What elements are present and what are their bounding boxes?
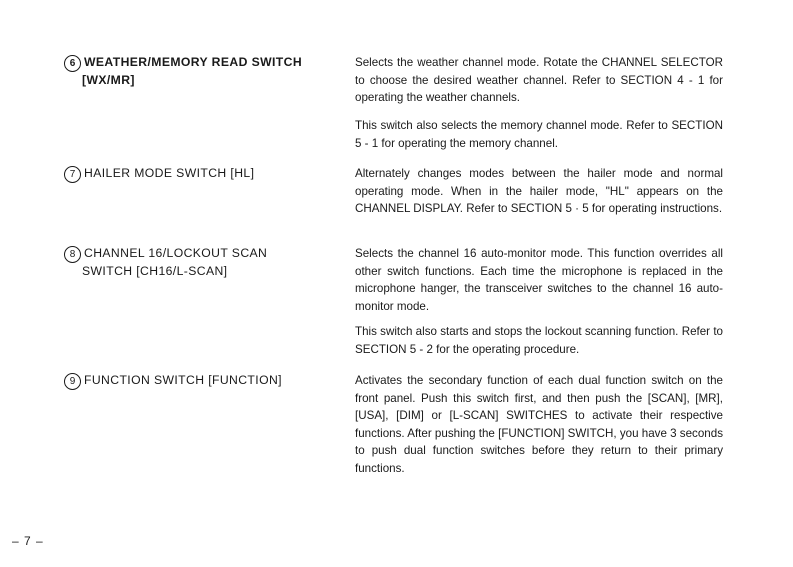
- entry-title-line2: SWITCH [CH16/L-SCAN]: [82, 264, 228, 278]
- page-number: – 7 –: [12, 534, 44, 548]
- entry-description-paragraph: This switch also selects the memory channel mode. Refer to SECTION 5 - 1 for operating the memory channel.: [355, 119, 723, 150]
- entry-title-wx-mr: [64, 54, 334, 89]
- circled-number: 7: [64, 166, 81, 183]
- entry-title-function: [64, 372, 334, 390]
- entry-title-line2: [WX/MR]: [82, 73, 135, 87]
- entry-title-line1: CHANNEL 16/LOCKOUT SCAN: [84, 246, 268, 260]
- circled-number: 9: [64, 373, 81, 390]
- entry-title-hl: [64, 165, 334, 183]
- entry-description-paragraph: Activates the secondary function of each dual function switch on the front panel. Push this switch first, and then push the [SCAN], [MR], [USA], [DIM] or [L-SCAN] SWITCHES to activate their respective functions. After pushing the [FUNCTION] SWITCH, you have 3 seconds to push dual function switches before they return to their primary functions.: [355, 374, 723, 475]
- entry-description-paragraph: This switch also starts and stops the lockout scanning function. Refer to SECTION 5 - 2 for the operating procedure.: [355, 325, 723, 356]
- entry-title-line1: WEATHER/MEMORY READ SWITCH: [84, 55, 303, 69]
- entry-title-ch16-lscan: [64, 245, 334, 280]
- entry-title-line1: HAILER MODE SWITCH [HL]: [84, 166, 255, 180]
- circled-number: 8: [64, 246, 81, 263]
- entry-description-paragraph: Alternately changes modes between the hailer mode and normal operating mode. When in the hailer mode, "HL" appears on the CHANNEL DISPLAY. Refer to SECTION 5 · 5 for operating instructions.: [355, 167, 723, 216]
- entry-description-paragraph: Selects the weather channel mode. Rotate the CHANNEL SELECTOR to choose the desired weather channel. Refer to SECTION 4 - 1 for operating the weather channels.: [355, 56, 723, 105]
- entry-title-line1: FUNCTION SWITCH [FUNCTION]: [84, 373, 282, 387]
- circled-number: 6: [64, 55, 81, 72]
- entry-description-paragraph: Selects the channel 16 auto-monitor mode. This function overrides all other switch functions. Each time the microphone is replaced in the microphone hanger, the transceiver switches to the channel 16 auto-monitor mode.: [355, 247, 723, 313]
